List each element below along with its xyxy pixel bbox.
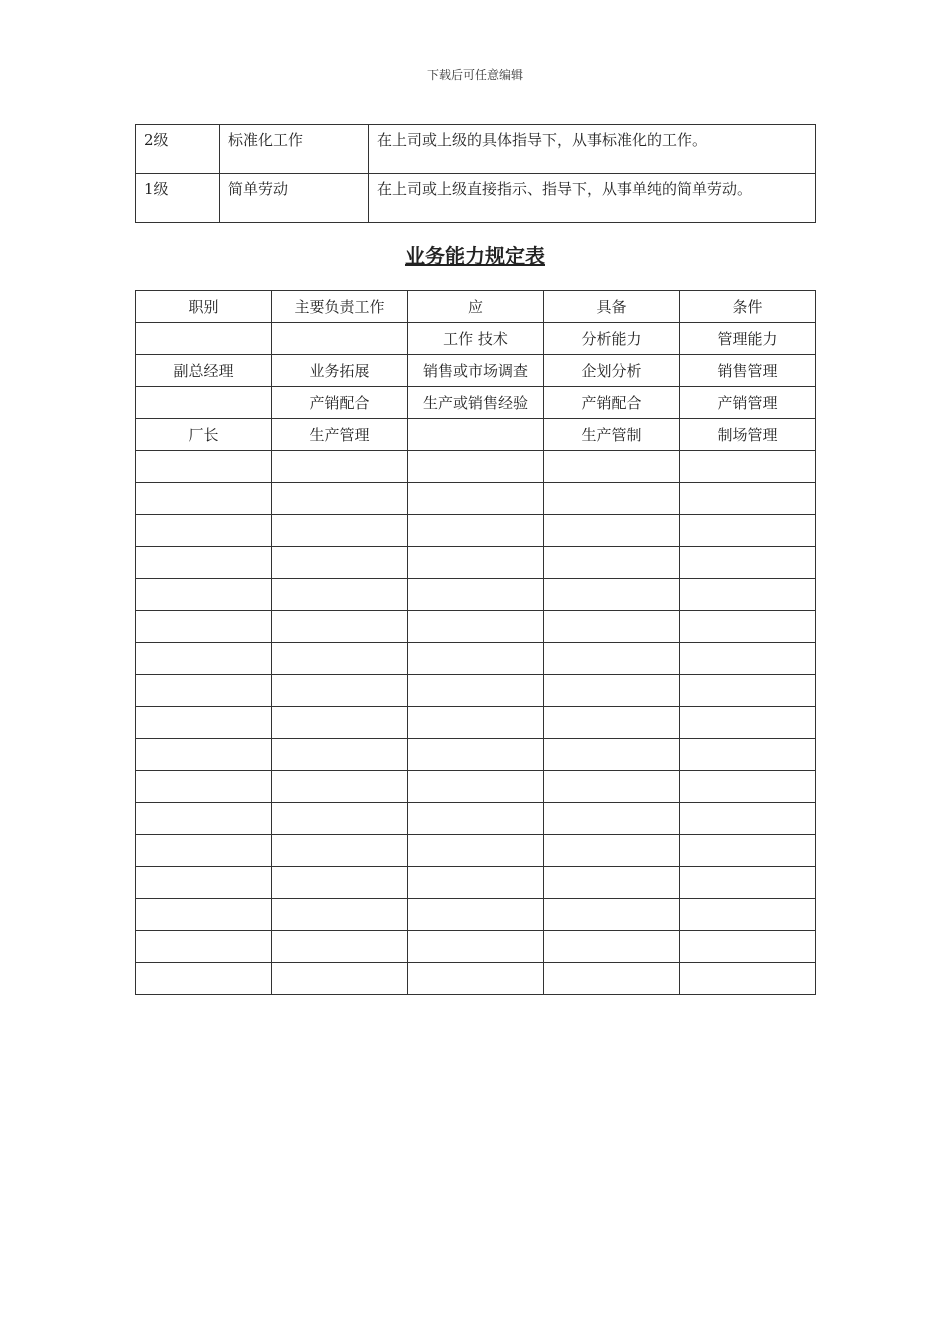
ability-table: [135, 290, 816, 995]
empty-table-cell: [544, 963, 680, 995]
empty-table-cell: [272, 483, 408, 515]
table-cell: [408, 419, 544, 451]
empty-table-cell: [544, 675, 680, 707]
level-name-cell: 标准化工作: [220, 125, 369, 174]
table-cell: 管理能力: [680, 323, 816, 355]
table-cell: 产销配合: [272, 387, 408, 419]
table-cell: 生产管理: [272, 419, 408, 451]
empty-table-cell: [544, 707, 680, 739]
empty-table-cell: [544, 771, 680, 803]
empty-table-cell: [680, 611, 816, 643]
empty-table-cell: [544, 835, 680, 867]
empty-table-cell: [408, 515, 544, 547]
empty-table-cell: [136, 835, 272, 867]
table-row: [136, 174, 816, 223]
empty-table-cell: [136, 579, 272, 611]
empty-table-row: [136, 931, 816, 963]
empty-table-row: [136, 515, 816, 547]
empty-table-cell: [408, 611, 544, 643]
empty-table-cell: [272, 675, 408, 707]
empty-table-cell: [680, 739, 816, 771]
empty-table-cell: [272, 547, 408, 579]
empty-table-cell: [136, 515, 272, 547]
empty-table-cell: [680, 931, 816, 963]
empty-table-cell: [544, 899, 680, 931]
empty-table-cell: [272, 643, 408, 675]
empty-table-cell: [136, 483, 272, 515]
empty-table-cell: [680, 707, 816, 739]
level-cell: 2级: [136, 125, 220, 174]
empty-table-row: [136, 579, 816, 611]
table-row: [136, 323, 816, 355]
empty-table-cell: [544, 867, 680, 899]
empty-table-cell: [136, 771, 272, 803]
empty-table-row: [136, 803, 816, 835]
empty-table-cell: [544, 547, 680, 579]
empty-table-cell: [272, 899, 408, 931]
table-cell: 具备: [544, 291, 680, 323]
empty-table-cell: [408, 899, 544, 931]
empty-table-row: [136, 547, 816, 579]
empty-table-cell: [408, 547, 544, 579]
table-cell: [136, 387, 272, 419]
empty-table-row: [136, 739, 816, 771]
empty-table-cell: [680, 867, 816, 899]
empty-table-cell: [136, 899, 272, 931]
empty-table-cell: [680, 515, 816, 547]
empty-table-cell: [136, 675, 272, 707]
empty-table-row: [136, 963, 816, 995]
table-cell: 生产或销售经验: [408, 387, 544, 419]
table-cell: 工作 技术: [408, 323, 544, 355]
empty-table-cell: [680, 547, 816, 579]
table-cell: 生产管制: [544, 419, 680, 451]
empty-table-row: [136, 483, 816, 515]
empty-table-cell: [680, 643, 816, 675]
empty-table-row: [136, 643, 816, 675]
empty-table-cell: [408, 803, 544, 835]
empty-table-cell: [680, 899, 816, 931]
empty-table-cell: [272, 515, 408, 547]
empty-table-cell: [136, 547, 272, 579]
empty-table-row: [136, 835, 816, 867]
empty-table-cell: [544, 803, 680, 835]
empty-table-cell: [680, 579, 816, 611]
table-cell: 制场管理: [680, 419, 816, 451]
empty-table-cell: [272, 739, 408, 771]
level-cell: 1级: [136, 174, 220, 223]
table-cell: 职别: [136, 291, 272, 323]
empty-table-cell: [544, 451, 680, 483]
empty-table-cell: [136, 611, 272, 643]
table-cell: [272, 323, 408, 355]
level-desc-cell: 在上司或上级直接指示、指导下，从事单纯的简单劳动。: [369, 174, 816, 223]
empty-table-cell: [408, 931, 544, 963]
empty-table-cell: [136, 963, 272, 995]
table-cell: 主要负责工作: [272, 291, 408, 323]
empty-table-cell: [272, 771, 408, 803]
empty-table-cell: [680, 771, 816, 803]
empty-table-row: [136, 611, 816, 643]
table-cell: 应: [408, 291, 544, 323]
empty-table-row: [136, 771, 816, 803]
table-row: [136, 355, 816, 387]
empty-table-cell: [408, 643, 544, 675]
empty-table-cell: [408, 771, 544, 803]
table-row: [136, 419, 816, 451]
empty-table-cell: [408, 483, 544, 515]
table-cell: 分析能力: [544, 323, 680, 355]
level-name-cell: 简单劳动: [220, 174, 369, 223]
level-desc-cell: 在上司或上级的具体指导下，从事标准化的工作。: [369, 125, 816, 174]
empty-table-cell: [136, 643, 272, 675]
empty-table-cell: [408, 707, 544, 739]
table-cell: 产销配合: [544, 387, 680, 419]
empty-table-cell: [136, 803, 272, 835]
empty-table-cell: [136, 739, 272, 771]
table-cell: 厂长: [136, 419, 272, 451]
table-header-row: [136, 291, 816, 323]
empty-table-row: [136, 899, 816, 931]
table-row: [136, 387, 816, 419]
empty-table-cell: [544, 515, 680, 547]
empty-table-cell: [544, 739, 680, 771]
table-cell: 企划分析: [544, 355, 680, 387]
empty-table-cell: [408, 739, 544, 771]
empty-table-cell: [680, 835, 816, 867]
empty-table-cell: [680, 675, 816, 707]
empty-table-cell: [680, 483, 816, 515]
empty-table-cell: [408, 963, 544, 995]
table-cell: 业务拓展: [272, 355, 408, 387]
empty-table-row: [136, 867, 816, 899]
empty-table-cell: [136, 931, 272, 963]
empty-table-cell: [272, 867, 408, 899]
empty-table-cell: [544, 643, 680, 675]
empty-table-cell: [272, 451, 408, 483]
empty-table-cell: [408, 675, 544, 707]
table-cell: 销售或市场调查: [408, 355, 544, 387]
level-table: [135, 124, 816, 223]
page-header: 下载后可任意编辑: [426, 68, 523, 82]
empty-table-cell: [272, 707, 408, 739]
table-cell: [136, 323, 272, 355]
empty-table-cell: [408, 579, 544, 611]
empty-table-cell: [272, 835, 408, 867]
empty-table-cell: [408, 867, 544, 899]
empty-table-cell: [272, 579, 408, 611]
table-row: [136, 125, 816, 174]
empty-table-cell: [136, 867, 272, 899]
empty-table-cell: [272, 963, 408, 995]
empty-table-cell: [272, 611, 408, 643]
empty-table-cell: [136, 451, 272, 483]
empty-table-row: [136, 675, 816, 707]
empty-table-cell: [544, 483, 680, 515]
empty-table-cell: [544, 611, 680, 643]
table-cell: 条件: [680, 291, 816, 323]
table-cell: 副总经理: [136, 355, 272, 387]
table-cell: 销售管理: [680, 355, 816, 387]
empty-table-cell: [544, 579, 680, 611]
page-title: 业务能力规定表: [405, 244, 545, 268]
empty-table-cell: [272, 803, 408, 835]
empty-table-row: [136, 451, 816, 483]
empty-table-row: [136, 707, 816, 739]
empty-table-cell: [680, 451, 816, 483]
empty-table-cell: [408, 451, 544, 483]
empty-table-cell: [136, 707, 272, 739]
empty-table-cell: [272, 931, 408, 963]
empty-table-cell: [680, 803, 816, 835]
table-cell: 产销管理: [680, 387, 816, 419]
empty-table-cell: [544, 931, 680, 963]
empty-table-cell: [680, 963, 816, 995]
empty-table-cell: [408, 835, 544, 867]
